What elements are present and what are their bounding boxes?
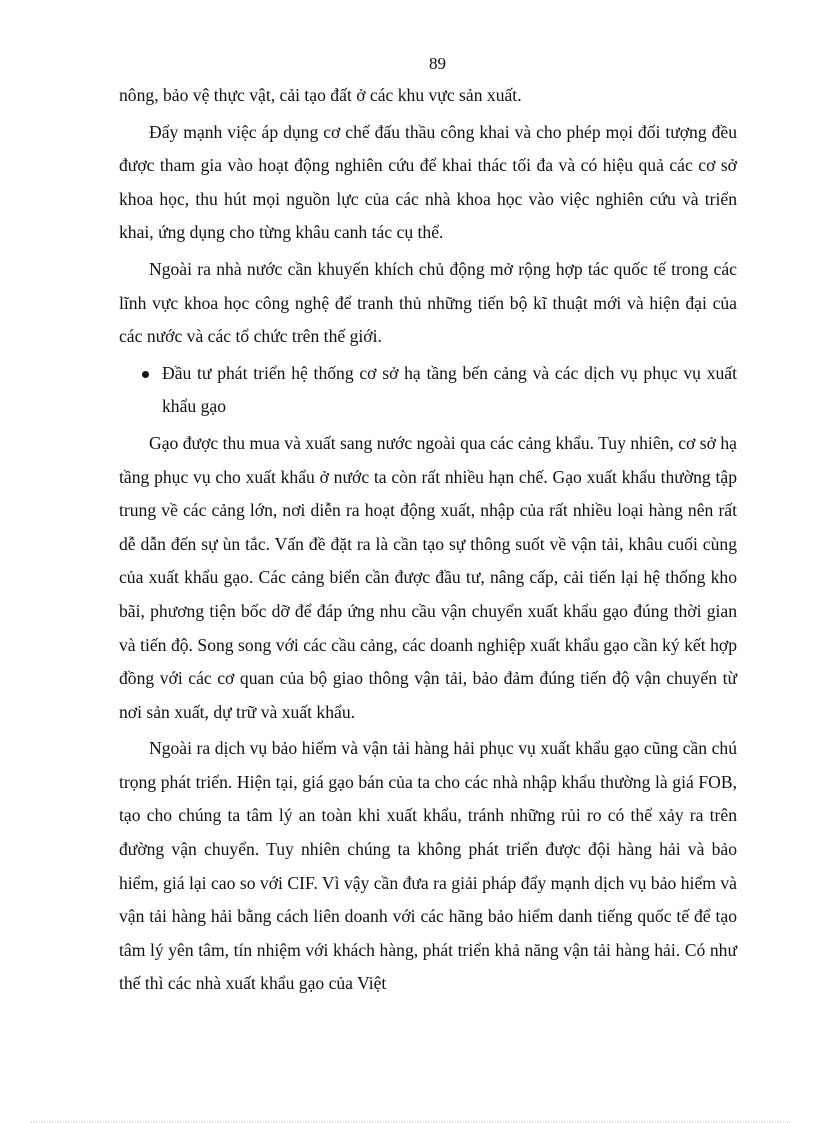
paragraph-insurance-shipping: Ngoài ra dịch vụ bảo hiểm và vận tải hàng hải phục vụ xuất khẩu gạo cũng cần chú trọng phát triển. Hiện tại, giá gạo bán của ta cho các nhà nhập khẩu thường là giá FOB, tạo cho chúng ta tâm lý an toàn khi xuất khẩu, tránh những rủi ro có thể xảy ra trên đường vận chuyển. Tuy nhiên chúng ta không phát triển được đội hàng hải và bảo hiểm, giá lại cao so với CIF. Vì vậy cần đưa ra giải pháp đẩy mạnh dịch vụ bảo hiểm và vận tải hàng hải bằng cách liên doanh với các hãng bảo hiểm danh tiếng quốc tế để tạo tâm lý yên tâm, tín nhiệm với khách hàng, phát triển khả năng vận tải hàng hải. Có như thế thì các nhà xuất khẩu gạo của Việt [119,738,737,994]
page-body [119,79,737,1001]
bullet-item-infrastructure [119,357,737,424]
page-number: 89 [429,54,446,73]
paragraph-bidding: Đẩy mạnh việc áp dụng cơ chế đấu thầu công khai và cho phép mọi đối tượng đều được tham gia vào hoạt động nghiên cứu để khai thác tối đa và có hiệu quả các cơ sở khoa học, thu hút mọi nguồn lực của các nhà khoa học vào việc nghiên cứu và triển khai, ứng dụng cho từng khâu canh tác cụ thể. [119,121,737,243]
paragraph-continuation: nông, bảo vệ thực vật, cải tạo đất ở các khu vực sản xuất. [119,85,522,105]
bullet-icon [142,371,149,378]
bullet-heading: Đầu tư phát triển hệ thống cơ sở hạ tầng bến cảng và các dịch vụ phục vụ xuất khẩu gạo [162,362,737,417]
paragraph-ports: Gạo được thu mua và xuất sang nước ngoài qua các cảng khẩu. Tuy nhiên, cơ sở hạ tầng phục vụ cho xuất khẩu ở nước ta còn rất nhiều hạn chế. Gạo xuất khẩu thường tập trung về các cảng lớn, nơi diễn ra hoạt động xuất, nhập của rất nhiều loại hàng nên rất dễ dẫn đến sự ùn tắc. Vấn đề đặt ra là cần tạo sự thông suốt về vận tải, khâu cuối cùng của xuất khẩu gạo. Các cảng biển cần được đầu tư, nâng cấp, cải tiến lại hệ thống kho bãi, phương tiện bốc dỡ để đáp ứng nhu cầu vận chuyển xuất khẩu gạo đúng thời gian và tiến độ. Song song với các cầu cảng, các doanh nghiệp xuất khẩu gạo cần ký kết hợp đồng với các cơ quan của bộ giao thông vận tải, bảo đảm đúng tiến độ vận chuyển từ nơi sản xuất, dự trữ và xuất khẩu. [119,432,737,722]
paragraph-international-cooperation: Ngoài ra nhà nước cần khuyến khích chủ động mở rộng hợp tác quốc tế trong các lĩnh vực khoa học công nghệ để tranh thủ những tiến bộ kĩ thuật mới và hiện đại của các nước và các tổ chức trên thế giới. [119,258,737,347]
